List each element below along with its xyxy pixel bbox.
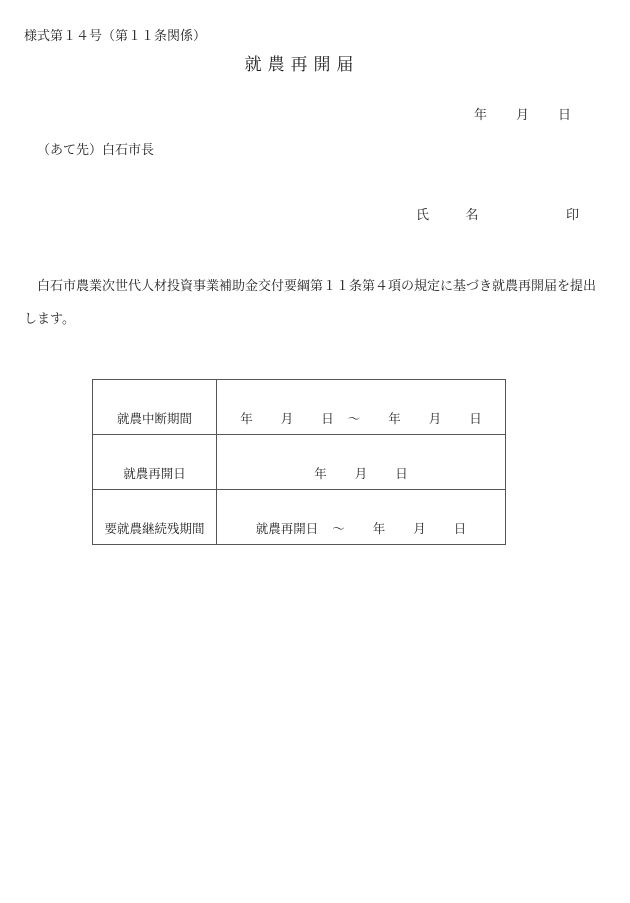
date-month-label: 月 (516, 108, 530, 123)
year-label: 年 (240, 411, 253, 426)
day-label: 日 (469, 411, 482, 426)
row-label-remaining-period: 要就農継続残期間 (93, 490, 217, 545)
month-label: 月 (413, 521, 426, 536)
applicant-name-line (416, 204, 579, 223)
seal-mark: 印 (566, 208, 580, 223)
year-label: 年 (388, 411, 401, 426)
restart-date-text: 就農再開日 (255, 521, 319, 536)
year-label: 年 (314, 466, 327, 481)
table-row (93, 490, 506, 545)
year-label: 年 (372, 521, 386, 536)
row-label-interruption-period: 就農中断期間 (93, 380, 217, 435)
month-label: 月 (428, 411, 442, 426)
name-label: 氏 名 (416, 208, 491, 223)
document-title: 就農再開届 (244, 55, 360, 75)
submission-date (474, 104, 571, 123)
row-label-restart-date: 就農再開日 (93, 435, 217, 490)
date-year-label: 年 (474, 108, 488, 123)
day-label: 日 (321, 411, 334, 426)
date-day-label: 日 (558, 108, 572, 123)
range-tilde: ～ (332, 521, 345, 536)
month-label: 月 (280, 411, 294, 426)
body-text-line-2: します。 (24, 312, 75, 327)
table-row (93, 435, 506, 490)
table-row (93, 380, 506, 435)
range-tilde: ～ (347, 411, 361, 426)
form-number: 様式第１４号（第１１条関係） (24, 29, 207, 44)
remaining-period-value (217, 490, 506, 545)
day-label: 日 (453, 521, 467, 536)
addressee: （あて先）白石市長 (37, 143, 155, 158)
month-label: 月 (354, 466, 368, 481)
restart-date-value (217, 435, 506, 490)
body-text-line-1: 白石市農業次世代人材投資事業補助金交付要綱第１１条第４項の規定に基づき就農再開届を提出 (37, 279, 597, 294)
farming-info-table (92, 379, 506, 545)
interruption-period-value (217, 380, 506, 435)
day-label: 日 (395, 466, 408, 481)
